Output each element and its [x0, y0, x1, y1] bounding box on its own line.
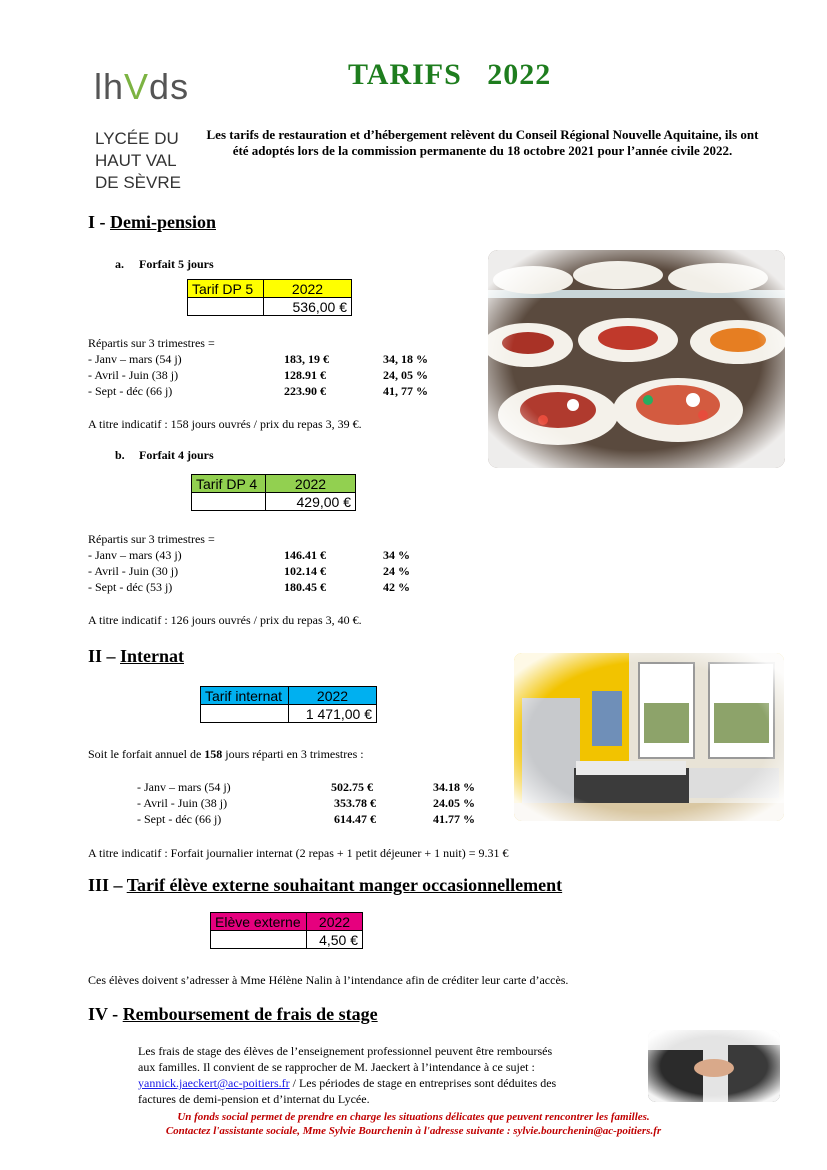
row-amount: 102.14 € [284, 564, 326, 578]
section-heading-demi-pension: I - Demi-pension [88, 212, 217, 232]
school-logo-text [95, 128, 181, 194]
footer-social-fund [0, 1110, 827, 1138]
stage-line: Les frais de stage des élèves de l’enseignement professionnel peuvent être remboursés [138, 1044, 553, 1058]
table-empty-cell [192, 493, 266, 511]
subsection-title-forfait5: Forfait 5 jours [139, 257, 214, 271]
table-empty-cell [201, 705, 289, 723]
table-empty-cell [188, 298, 264, 316]
logo-line: HAUT VAL [95, 151, 177, 170]
stage-paragraph [138, 1043, 638, 1107]
school-logo-mark: lhVds [94, 66, 190, 107]
row-label: - Janv – mars (54 j) [137, 780, 231, 794]
row-label: - Janv – mars (43 j) [88, 548, 182, 562]
table-empty-cell [211, 931, 307, 949]
table-header-label: Tarif internat [201, 687, 289, 705]
row-amount: 183, 19 € [284, 352, 329, 366]
row-pct: 41, 77 % [383, 384, 428, 398]
row-amount: 146.41 € [284, 548, 326, 562]
stage-line: factures de demi-pension et d’internat du Lycée. [138, 1092, 370, 1106]
tariff-table-externe [210, 912, 363, 949]
internat-intro: Soit le forfait annuel de 158 jours réparti en 3 trimestres : [88, 747, 364, 761]
buffet-photo [488, 250, 785, 468]
distribution-list-internat [137, 779, 537, 827]
table-header-year: 2022 [264, 280, 352, 298]
indicative-note-dp4: A titre indicatif : 126 jours ouvrés / prix du repas 3, 40 €. [88, 613, 362, 627]
table-header-year: 2022 [307, 913, 363, 931]
table-header-label: Tarif DP 4 [192, 475, 266, 493]
row-amount: 180.45 € [284, 580, 326, 594]
logo-line: LYCÉE DU [95, 129, 179, 148]
table-header-year: 2022 [266, 475, 356, 493]
distribution-intro: Répartis sur 3 trimestres = [88, 336, 215, 350]
stage-line: aux familles. Il convient de se rapprocher de M. Jaeckert à l’intendance à ce sujet : [138, 1060, 535, 1074]
row-label: - Sept - déc (66 j) [137, 812, 222, 826]
indicative-note-internat: A titre indicatif : Forfait journalier internat (2 repas + 1 petit déjeuner + 1 nuit) = 9.31 € [88, 846, 509, 860]
row-pct: 24.05 % [433, 796, 475, 810]
row-label: - Sept - déc (66 j) [88, 384, 173, 398]
row-pct: 34.18 % [433, 780, 475, 794]
section-heading-internat: II – Internat [88, 646, 185, 666]
row-label: - Avril - Juin (30 j) [88, 564, 179, 578]
table-header-label: Tarif DP 5 [188, 280, 264, 298]
distribution-list-dp5 [88, 351, 488, 399]
intro-paragraph: Les tarifs de restauration et d’hébergement relèvent du Conseil Régional Nouvelle Aquitaine, ils ont été adoptés lors de la commission permanente du 18 octobre 2021 pour l’année civile 2022. [206, 127, 759, 158]
distribution-intro: Répartis sur 3 trimestres = [88, 532, 215, 546]
buffet-photo-image [488, 250, 785, 468]
footer-line: Contactez l'assistante sociale, Mme Sylvie Bourchenin à l'adresse suivante : sylvie.bourchenin@ac-poitiers.fr [165, 1125, 662, 1137]
subsection-label: b. [115, 448, 125, 462]
indicative-note-dp5: A titre indicatif : 158 jours ouvrés / prix du repas 3, 39 €. [88, 417, 362, 431]
table-value: 536,00 € [264, 298, 352, 316]
handshake-photo [648, 1030, 780, 1102]
row-pct: 34 % [383, 548, 410, 562]
dormitory-photo-image [514, 653, 784, 821]
row-label: - Avril - Juin (38 j) [137, 796, 228, 810]
row-amount: 128.91 € [284, 368, 326, 382]
row-label: - Avril - Juin (38 j) [88, 368, 179, 382]
row-pct: 42 % [383, 580, 410, 594]
page-title: TARIFS 2022 [348, 58, 552, 91]
table-header-label: Elève externe [211, 913, 307, 931]
stage-line: yannick.jaeckert@ac-poitiers.fr / Les périodes de stage en entreprises sont déduites des [138, 1076, 557, 1090]
section-heading-externe: III – Tarif élève externe souhaitant manger occasionnellement [88, 875, 563, 895]
tariff-table-dp5 [187, 279, 352, 316]
row-amount: 223.90 € [284, 384, 326, 398]
logo-line: DE SÈVRE [95, 173, 181, 192]
handshake-photo-image [648, 1030, 780, 1102]
row-pct: 24 % [383, 564, 410, 578]
table-value: 4,50 € [307, 931, 363, 949]
row-amount: 614.47 € [334, 812, 376, 826]
row-pct: 34, 18 % [383, 352, 428, 366]
tariff-table-internat [200, 686, 377, 723]
email-link-jaeckert[interactable]: yannick.jaeckert@ac-poitiers.fr [138, 1076, 290, 1090]
footer-line: Un fonds social permet de prendre en charge les situations délicates que peuvent rencontrer les familles. [177, 1111, 650, 1123]
row-pct: 24, 05 % [383, 368, 428, 382]
row-amount: 353.78 € [334, 796, 376, 810]
row-pct: 41.77 % [433, 812, 475, 826]
table-value: 429,00 € [266, 493, 356, 511]
row-label: - Janv – mars (54 j) [88, 352, 182, 366]
section-heading-stage: IV - Remboursement de frais de stage [88, 1004, 378, 1024]
distribution-list-dp4 [88, 547, 488, 595]
row-amount: 502.75 € [331, 780, 373, 794]
externe-note: Ces élèves doivent s’adresser à Mme Hélène Nalin à l’intendance afin de créditer leur carte d’accès. [88, 973, 569, 987]
table-header-year: 2022 [289, 687, 377, 705]
subsection-title-forfait4: Forfait 4 jours [139, 448, 214, 462]
tariff-table-dp4 [191, 474, 356, 511]
dormitory-photo [514, 653, 784, 821]
row-label: - Sept - déc (53 j) [88, 580, 173, 594]
table-value: 1 471,00 € [289, 705, 377, 723]
subsection-label: a. [115, 257, 124, 271]
